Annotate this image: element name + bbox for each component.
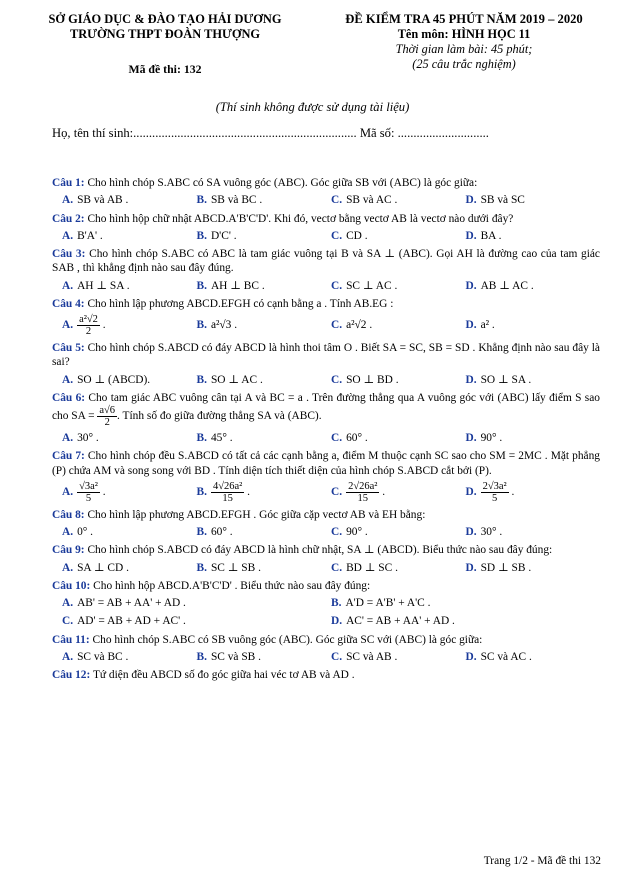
question-label: Câu 8: xyxy=(52,508,85,521)
option-d[interactable]: D. SB và SC xyxy=(465,194,525,207)
options-2 xyxy=(62,229,600,243)
option-a[interactable]: A. SB và AB . xyxy=(62,194,129,207)
option-b[interactable]: B. $\frac{\text{4√26a²}}{15}$ . xyxy=(196,480,250,504)
option-b[interactable]: B. SC và SB . xyxy=(196,650,261,663)
question-8 xyxy=(52,508,600,522)
question-label: Câu 3: xyxy=(52,248,86,260)
question-7 xyxy=(52,449,600,478)
question-label: Câu 2: xyxy=(52,212,85,225)
question-6 xyxy=(52,391,600,428)
question-label: Câu 4: xyxy=(52,297,85,310)
option-b[interactable]: B. SC ⊥ SB . xyxy=(196,561,261,574)
department-name: SỞ GIÁO DỤC & ĐÀO TẠO HẢI DƯƠNG xyxy=(48,12,282,26)
question-text: Cho hình chóp S.ABCD có đáy ABCD là hình chữ nhật, SA ⊥ (ABCD). Biểu thức nào sau đây đúng: xyxy=(87,544,553,557)
option-b[interactable]: B. SB và BC . xyxy=(196,194,263,207)
option-c[interactable]: C. SC ⊥ AC . xyxy=(331,279,398,292)
subject: Tên môn: HÌNH HỌC 11 xyxy=(397,27,531,42)
options-7 xyxy=(62,481,600,504)
question-5 xyxy=(52,341,600,370)
question-text: Cho hình chóp S.ABC có SA vuông góc (ABC). Góc giữa SB với (ABC) là góc giữa: xyxy=(87,177,478,189)
options-10-row-1 xyxy=(62,596,600,610)
fraction: $\frac{\text{√3a²}}{5}$ xyxy=(79,480,98,504)
question-label: Câu 1: xyxy=(52,177,85,189)
option-c[interactable]: C. AD' = AB + AD + AC' . xyxy=(62,615,186,628)
question-count: (25 câu trắc nghiệm) xyxy=(412,57,516,72)
option-c[interactable]: C. 90° . xyxy=(331,526,368,539)
question-text: Cho hình chóp S.ABC có ABC là tam giác vuông tại B và SA ⊥ (ABC). Gọi AH là đường cao của tam giác SAB , thì khẳng định nào sau đây đúng. xyxy=(52,248,600,275)
question-10 xyxy=(52,579,600,593)
page-footer: Trang 1/2 - Mã đề thi 132 xyxy=(483,855,601,867)
question-text: Cho hình hộp ABCD.A'B'C'D' . Biểu thức nào sau đây đúng: xyxy=(93,579,371,592)
question-9 xyxy=(52,543,600,557)
title-block xyxy=(305,12,623,72)
option-d[interactable]: D. a² . xyxy=(465,319,495,332)
option-d[interactable]: D. SC và AC . xyxy=(465,650,532,663)
option-c[interactable]: C. 60° . xyxy=(331,432,368,445)
question-text: Tứ diện đều ABCD số đo góc giữa hai véc tơ AB và AD . xyxy=(92,669,355,682)
question-label: Câu 9: xyxy=(52,544,85,557)
option-a[interactable]: A. 0° . xyxy=(62,526,94,539)
question-label: Câu 6: xyxy=(52,391,86,404)
options-9 xyxy=(62,561,600,575)
question-label: Câu 7: xyxy=(52,450,85,463)
options-4 xyxy=(62,314,600,337)
option-c[interactable]: C. SC và AB . xyxy=(331,650,398,663)
option-a[interactable]: A. AH ⊥ SA . xyxy=(62,279,130,292)
question-12 xyxy=(52,668,600,682)
option-d[interactable]: D. 30° . xyxy=(465,526,503,539)
option-c[interactable]: C. a²√2 . xyxy=(331,319,373,332)
question-label: Câu 12: xyxy=(52,669,91,682)
student-info-line: Họ, tên thí sinh:....................................................................... Mã số: ............................. xyxy=(52,126,489,140)
option-b[interactable]: B. A'D = A'B' + A'C . xyxy=(331,597,431,610)
question-text: Cho hình chóp đều S.ABCD có tất cả các cạnh bằng a, điểm M thuộc cạnh SC sao cho SM = 2MC . Mặt phẳng (P) chứa AM và song song với BD . Tính diện tích thiết diện của hình chóp S.ABCD cắt bởi (P). xyxy=(52,450,600,477)
question-text: Cho hình chóp S.ABC có SB vuông góc (ABC). Góc giữa SC với (ABC) là góc giữa: xyxy=(92,633,483,646)
school-block xyxy=(30,12,300,76)
options-11 xyxy=(62,650,600,664)
option-c[interactable]: C. CD . xyxy=(331,229,368,242)
options-5 xyxy=(62,373,600,387)
question-text: Cho hình hộp chữ nhật ABCD.A'B'C'D'. Khi đó, vectơ bằng vectơ AB là vectơ nào dưới đây? xyxy=(87,212,514,225)
option-a[interactable]: A. $\frac{\text{√3a²}}{5}$ . xyxy=(62,480,106,504)
fraction: $\frac{\text{4√26a²}}{15}$ xyxy=(212,480,243,504)
option-c[interactable]: C. SB và AC . xyxy=(331,194,398,207)
question-label: Câu 10: xyxy=(52,579,91,592)
option-a[interactable]: A. SA ⊥ CD . xyxy=(62,561,129,574)
question-11 xyxy=(52,633,600,647)
option-b[interactable]: B. AH ⊥ BC . xyxy=(196,279,265,292)
question-text: Cho hình chóp S.ABCD có đáy ABCD là hình thoi tâm O . Biết SA = SC, SB = SD . Khẳng định nào sau đây là sai? xyxy=(52,342,600,369)
option-b[interactable]: B. a²√3 . xyxy=(196,319,238,332)
question-text-end: . Tính số đo giữa đường thẳng SA và (ABC). xyxy=(117,410,322,423)
question-text: Cho hình lập phương ABCD.EFGH có cạnh bằng a . Tính AB.EG : xyxy=(87,297,394,310)
option-a[interactable]: A. AB' = AB + AA' + AD . xyxy=(62,597,186,610)
fraction: $\frac{\text{2√3a²}}{5}$ xyxy=(482,480,507,504)
question-list xyxy=(52,176,600,682)
option-a[interactable]: A. SC và BC . xyxy=(62,650,129,663)
options-1 xyxy=(62,193,600,207)
option-d[interactable]: D. BA . xyxy=(465,229,502,242)
school-name: TRƯỜNG THPT ĐOÀN THƯỢNG xyxy=(69,26,261,41)
option-a[interactable]: A. $\frac{\text{a²√2}}{2}$ . xyxy=(62,314,106,338)
option-d[interactable]: D. SD ⊥ SB . xyxy=(465,561,532,574)
option-d[interactable]: D. SO ⊥ SA . xyxy=(465,373,532,386)
option-d[interactable]: D. $\frac{\text{2√3a²}}{5}$ . xyxy=(465,480,515,504)
option-c[interactable]: C. BD ⊥ SC . xyxy=(331,561,398,574)
option-d[interactable]: D. 90° . xyxy=(465,432,503,445)
question-text: Cho tam giác ABC vuông cân tại A và BC = a . Trên đường thẳng qua A vuông góc với (ABC) lấy điểm S sao cho SA = xyxy=(52,391,600,423)
question-4 xyxy=(52,297,600,311)
option-a[interactable]: A. SO ⊥ (ABCD). xyxy=(62,373,151,386)
exam-note: (Thí sinh không được sử dụng tài liệu) xyxy=(215,100,410,114)
option-b[interactable]: B. 45° . xyxy=(196,432,233,445)
fraction: $\frac{a√6}{2}$ xyxy=(99,405,116,429)
option-d[interactable]: D. AB ⊥ AC . xyxy=(465,279,534,292)
option-c[interactable]: C. $\frac{\text{2√26a²}}{15}$ . xyxy=(331,480,386,504)
option-b[interactable]: B. D'C' . xyxy=(196,229,237,242)
exam-title: ĐỀ KIỂM TRA 45 PHÚT NĂM 2019 – 2020 xyxy=(345,12,583,26)
options-3 xyxy=(62,279,600,293)
question-label: Câu 11: xyxy=(52,633,90,646)
options-10-row-2 xyxy=(62,614,600,628)
option-c[interactable]: C. SO ⊥ BD . xyxy=(331,373,399,386)
options-6 xyxy=(62,431,600,445)
question-2 xyxy=(52,212,600,226)
question-1 xyxy=(52,176,600,190)
option-d[interactable]: D. AC' = AB + AA' + AD . xyxy=(331,615,455,628)
options-8 xyxy=(62,525,600,539)
exam-code: Mã đề thi: 132 xyxy=(128,61,202,76)
fraction: $\frac{\text{2√26a²}}{15}$ xyxy=(348,480,378,504)
fraction: $\frac{\text{a²√2}}{2}$ xyxy=(79,314,98,338)
option-b[interactable]: B. SO ⊥ AC . xyxy=(196,373,263,386)
time-limit: Thời gian làm bài: 45 phút; xyxy=(395,42,533,57)
option-b[interactable]: B. 60° . xyxy=(196,526,233,539)
question-text: Cho hình lập phương ABCD.EFGH . Góc giữa cặp vectơ AB và EH bằng: xyxy=(87,508,426,521)
question-label: Câu 5: xyxy=(52,342,85,355)
option-a[interactable]: A. B'A' . xyxy=(62,229,103,242)
question-3 xyxy=(52,247,600,276)
option-a[interactable]: A. 30° . xyxy=(62,432,99,445)
